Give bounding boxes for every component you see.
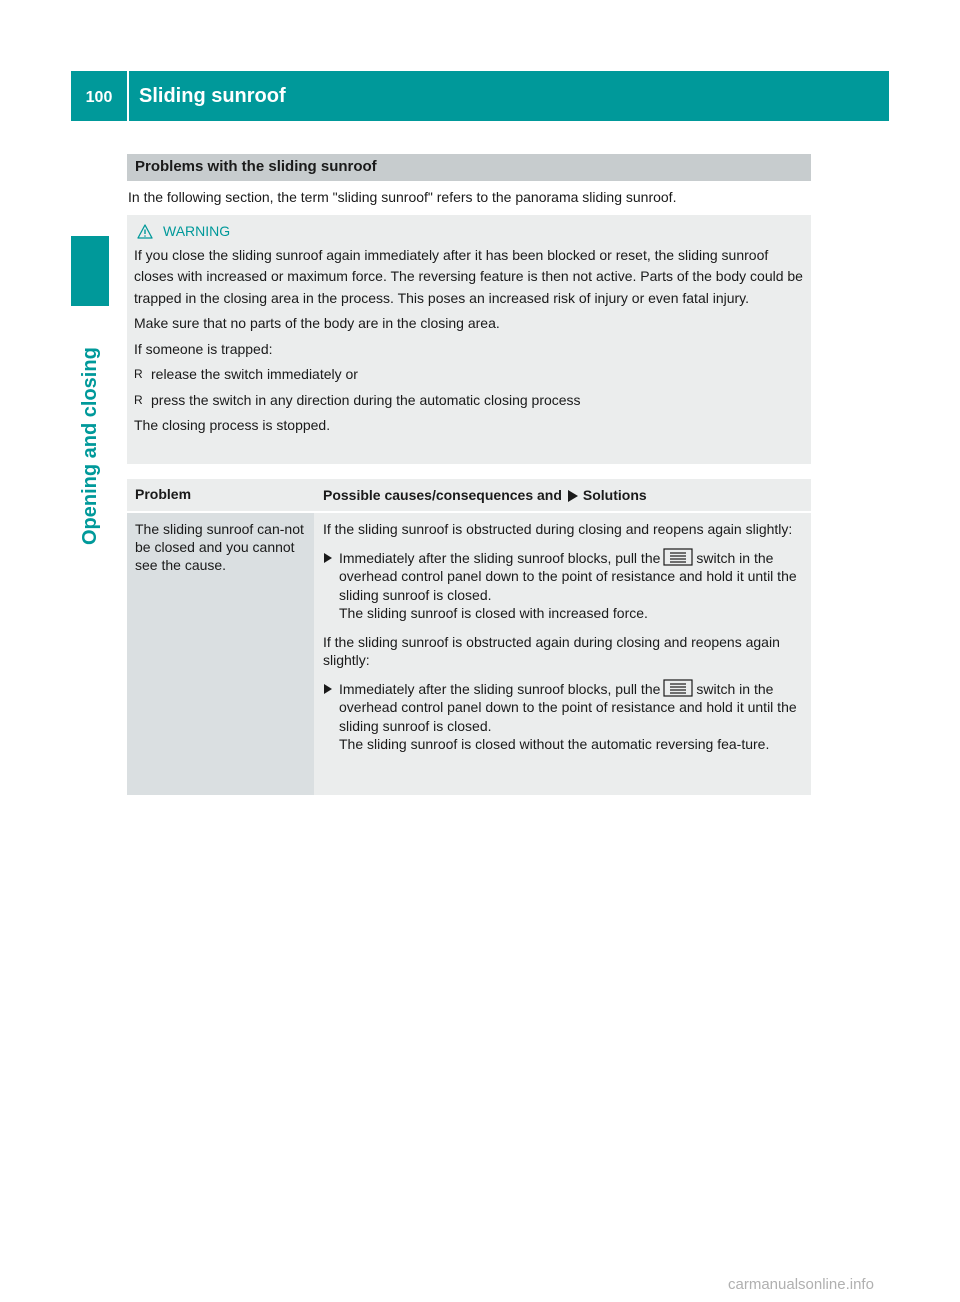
warning-box — [127, 215, 811, 464]
step-text: Immediately after the sliding sunroof blocks, pull the — [339, 549, 661, 566]
warning-bullet — [134, 364, 803, 386]
bullet-text: release the switch immediately or — [151, 366, 358, 382]
step-content — [339, 548, 803, 623]
cause-text: If the sliding sunroof is obstructed again during closing and reopens again slightly: — [323, 633, 780, 668]
step-result: The sliding sunroof is closed without the automatic reversing fea-ture. — [339, 736, 770, 752]
table-row — [127, 513, 811, 795]
solution-step — [323, 548, 803, 623]
sidebar-tab-marker — [71, 236, 109, 306]
sidebar-label-text: Opening and closing — [79, 347, 101, 545]
step-text: switch in the overhead control panel down to the point of resistance and hold it until the sliding sunroof is closed. — [339, 549, 797, 603]
warning-bullet — [134, 390, 803, 412]
header-causes — [314, 479, 811, 511]
play-arrow-icon — [323, 552, 333, 564]
sunroof-switch-icon — [663, 679, 693, 697]
chapter-title: Sliding sunroof — [139, 84, 286, 107]
section-heading: Problems with the sliding sunroof — [127, 154, 811, 181]
causes-cell — [314, 513, 811, 795]
bullet-marker: R — [134, 367, 143, 381]
table-header — [127, 479, 811, 511]
intro-text: In the following section, the term "sliding sunroof" refers to the panorama sliding sunroof. — [128, 189, 677, 205]
sidebar-chapter-label — [71, 310, 109, 550]
header-solutions-text: Solutions — [582, 487, 647, 503]
bullet-text: press the switch in any direction during the automatic closing process — [151, 391, 581, 408]
warning-closing: The closing process is stopped. — [134, 417, 331, 433]
header-divider — [127, 71, 129, 121]
sunroof-switch-icon — [663, 548, 693, 566]
page-header — [71, 71, 889, 121]
warning-triangle-icon — [137, 224, 153, 239]
step-content — [339, 679, 803, 754]
bullet-marker: R — [134, 392, 143, 407]
step-text: Immediately after the sliding sunroof blocks, pull the — [339, 680, 661, 697]
troubleshooting-table — [127, 479, 811, 793]
warning-title — [137, 221, 803, 243]
footer-watermark[interactable]: carmanualsonline.info — [728, 1276, 874, 1293]
solution-step — [323, 679, 803, 754]
warning-trapped-intro: If someone is trapped: — [134, 340, 273, 357]
play-arrow-icon — [323, 683, 333, 695]
warning-label: WARNING — [163, 223, 231, 239]
cause-text: If the sliding sunroof is obstructed during closing and reopens again slightly: — [323, 521, 793, 537]
header-problem: Problem — [135, 486, 192, 502]
header-causes-text: Possible causes/consequences and — [323, 487, 562, 503]
step-result: The sliding sunroof is closed with increased force. — [339, 605, 648, 621]
play-arrow-icon — [567, 489, 579, 503]
page-number: 100 — [85, 89, 113, 106]
step-text: switch in the overhead control panel down to the point of resistance and hold it until the sliding sunroof is closed. — [339, 680, 797, 734]
problem-cell: The sliding sunroof can-not be closed and you cannot see the cause. — [127, 513, 314, 795]
warning-body: If you close the sliding sunroof again immediately after it has been blocked or reset, the sliding sunroof closes with increased or maximum force. The reversing feature is then not active. Parts of the body could be trapped in the closing area in the process. This poses an increased risk of injury or even fatal injury. — [134, 246, 803, 306]
warning-instruction: Make sure that no parts of the body are in the closing area. — [134, 315, 500, 331]
